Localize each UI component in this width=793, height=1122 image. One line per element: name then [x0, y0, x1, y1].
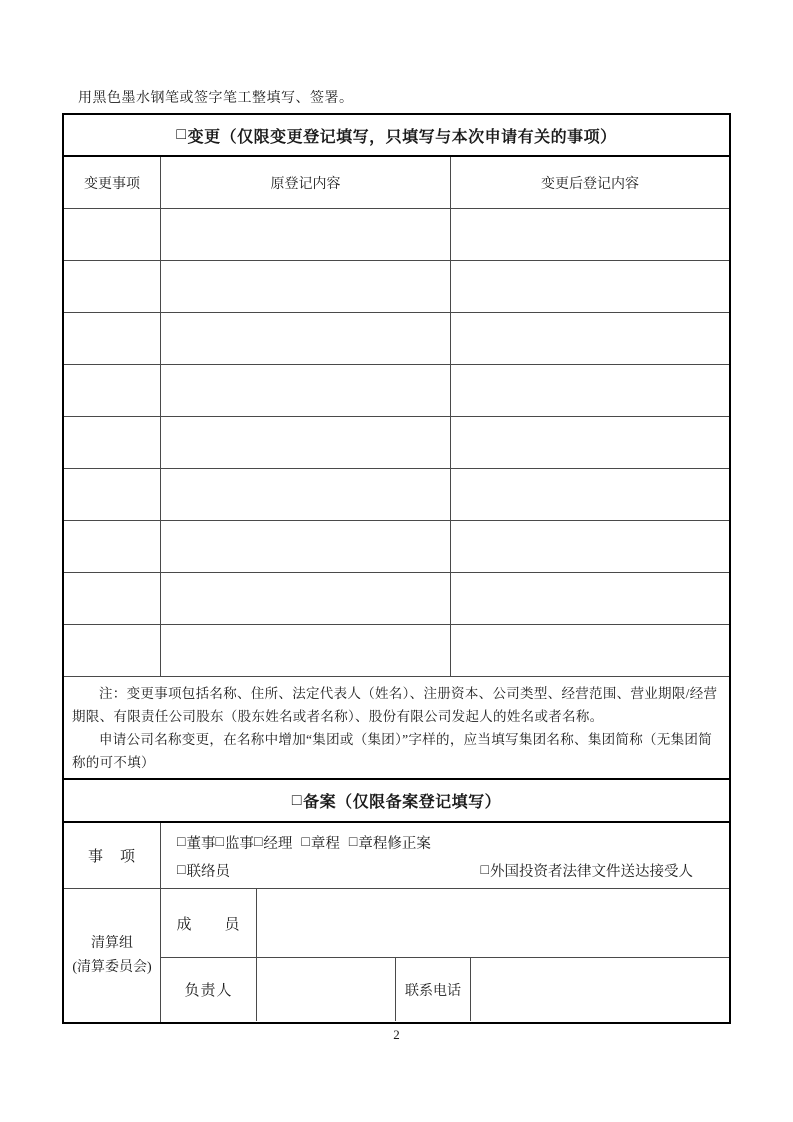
- change-table-row: [64, 209, 729, 261]
- change-item-input-cell[interactable]: [64, 365, 161, 416]
- liquidation-leader-row: [161, 958, 729, 1021]
- option-supervisor[interactable]: [215, 832, 253, 853]
- supervisor-checkbox-icon[interactable]: □: [215, 834, 224, 850]
- option-articles[interactable]: [301, 832, 339, 853]
- option-foreign-investor-legal-docs[interactable]: [481, 860, 693, 881]
- change-section-title: 变更（仅限变更登记填写，只填写与本次申请有关的事项）: [187, 128, 617, 146]
- filing-options-line-1: [177, 832, 729, 853]
- changed-content-input-cell[interactable]: [451, 521, 729, 572]
- changed-content-input-cell[interactable]: [451, 313, 729, 364]
- change-checkbox-icon[interactable]: □: [176, 126, 187, 143]
- original-content-input-cell[interactable]: [161, 209, 451, 260]
- change-table-row: [64, 521, 729, 573]
- change-note-paragraph-1: 注：变更事项包括名称、住所、法定代表人（姓名）、注册资本、公司类型、经营范围、营业期限/经营期限、有限责任公司股东（股东姓名或者名称）、股份有限公司发起人的姓名或者名称。: [72, 686, 718, 724]
- liquidation-members-row: [161, 889, 729, 958]
- change-table-row: [64, 417, 729, 469]
- changed-content-input-cell[interactable]: [451, 625, 729, 676]
- filing-matters-options: [161, 823, 729, 888]
- option-articles-amendment[interactable]: [349, 832, 431, 853]
- original-content-input-cell[interactable]: [161, 313, 451, 364]
- director-checkbox-icon[interactable]: □: [177, 834, 186, 850]
- change-note: [64, 677, 729, 780]
- option-liaison[interactable]: [177, 860, 230, 881]
- change-item-input-cell[interactable]: [64, 521, 161, 572]
- column-header-change-item: 变更事项: [64, 157, 161, 208]
- filing-section-header: [64, 780, 729, 823]
- leader-label: 负责人: [161, 958, 257, 1021]
- changed-content-input-cell[interactable]: [451, 365, 729, 416]
- change-item-input-cell[interactable]: [64, 261, 161, 312]
- change-table-row: [64, 469, 729, 521]
- change-item-input-cell[interactable]: [64, 209, 161, 260]
- changed-content-input-cell[interactable]: [451, 573, 729, 624]
- option-director[interactable]: [177, 832, 215, 853]
- option-director-label: 董事: [186, 836, 216, 852]
- liquidation-group-section: [64, 889, 729, 1022]
- manager-checkbox-icon[interactable]: □: [253, 834, 263, 850]
- option-foreign-investor-label: 外国投资者法律文件送达接受人: [490, 864, 693, 880]
- filing-section-title: 备案（仅限备案登记填写）: [303, 794, 502, 811]
- registration-form-table: [62, 113, 731, 1024]
- change-item-input-cell[interactable]: [64, 573, 161, 624]
- page-number: 2: [393, 1027, 400, 1042]
- original-content-input-cell[interactable]: [161, 625, 451, 676]
- filing-matters-label: 事 项: [64, 823, 161, 888]
- option-articles-amendment-label: 章程修正案: [358, 836, 431, 852]
- foreign-investor-checkbox-icon[interactable]: □: [480, 862, 489, 878]
- changed-content-input-cell[interactable]: [451, 261, 729, 312]
- column-header-changed-content: 变更后登记内容: [541, 176, 639, 192]
- option-supervisor-label: 监事: [224, 836, 254, 852]
- change-item-input-cell[interactable]: [64, 417, 161, 468]
- change-table-row: [64, 313, 729, 365]
- change-table-row: [64, 573, 729, 625]
- change-item-input-cell[interactable]: [64, 625, 161, 676]
- liquidation-group-label-line2: (清算委员会): [72, 959, 152, 975]
- fill-instruction-text: 用黑色墨水钢笔或签字笔工整填写、签署。: [78, 91, 354, 106]
- changed-content-input-cell[interactable]: [451, 417, 729, 468]
- filing-matters-row: [64, 823, 729, 889]
- liaison-checkbox-icon[interactable]: □: [177, 862, 186, 878]
- option-liaison-label: 联络员: [186, 864, 230, 880]
- liquidation-group-label-line1: 清算组: [91, 935, 133, 951]
- change-item-input-cell[interactable]: [64, 313, 161, 364]
- original-content-input-cell[interactable]: [161, 521, 451, 572]
- change-item-input-cell[interactable]: [64, 469, 161, 520]
- filing-checkbox-icon[interactable]: □: [291, 791, 303, 809]
- leader-input-cell[interactable]: [257, 958, 396, 1021]
- option-manager[interactable]: [254, 832, 292, 853]
- option-articles-label: 章程: [310, 836, 340, 852]
- original-content-input-cell[interactable]: [161, 573, 451, 624]
- members-label: 成 员: [161, 889, 257, 957]
- changed-content-input-cell[interactable]: [451, 469, 729, 520]
- original-content-input-cell[interactable]: [161, 365, 451, 416]
- liquidation-group-fields: [161, 889, 729, 1022]
- original-content-input-cell[interactable]: [161, 261, 451, 312]
- change-table-column-header-row: [64, 157, 729, 209]
- articles-amendment-checkbox-icon[interactable]: □: [348, 834, 358, 850]
- option-manager-label: 经理: [263, 836, 293, 852]
- filing-options-line-2: [177, 860, 729, 881]
- phone-label: 联系电话: [396, 958, 471, 1021]
- changed-content-input-cell[interactable]: [451, 209, 729, 260]
- articles-checkbox-icon[interactable]: □: [301, 834, 310, 850]
- change-section-header: [64, 115, 729, 157]
- change-table-row: [64, 261, 729, 313]
- change-table-row: [64, 625, 729, 677]
- change-note-paragraph-2: 申请公司名称变更，在名称中增加“集团或（集团）”字样的，应当填写集团名称、集团简称（无集团简称的可不填）: [72, 732, 713, 770]
- members-input-cell[interactable]: [257, 889, 729, 957]
- column-header-original-content: 原登记内容: [161, 157, 451, 208]
- original-content-input-cell[interactable]: [161, 469, 451, 520]
- original-content-input-cell[interactable]: [161, 417, 451, 468]
- liquidation-group-label: [64, 889, 161, 1022]
- change-table-row: [64, 365, 729, 417]
- phone-input-cell[interactable]: [471, 958, 729, 1021]
